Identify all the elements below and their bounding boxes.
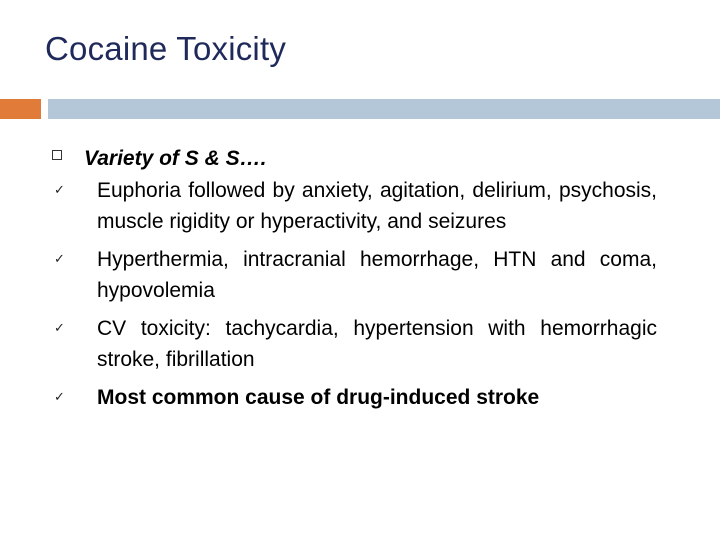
accent-bar-blue xyxy=(48,99,720,119)
square-bullet-icon xyxy=(52,150,62,160)
list-item xyxy=(0,175,720,237)
checkmark-icon: ✓ xyxy=(54,390,65,405)
accent-bar-orange xyxy=(0,99,41,119)
list-item xyxy=(0,382,720,413)
list-item-text: Most common cause of drug-induced stroke xyxy=(97,386,540,409)
list-item xyxy=(0,244,720,306)
bullet-heading: Variety of S & S…. xyxy=(84,147,267,170)
bullet-list xyxy=(0,146,720,413)
list-item-text: CV toxicity: tachycardia, hypertension with hemorrhagic stroke, fibrillation xyxy=(97,317,657,371)
list-item-text: Euphoria followed by anxiety, agitation, delirium, psychosis, muscle rigidity or hyperactivity, and seizures xyxy=(97,179,657,233)
list-item-text: Hyperthermia, intracranial hemorrhage, HTN and coma, hypovolemia xyxy=(97,248,657,302)
checkmark-icon: ✓ xyxy=(54,183,65,198)
slide-title: Cocaine Toxicity xyxy=(45,30,287,67)
checkmark-icon: ✓ xyxy=(54,321,65,336)
bullet-heading-row xyxy=(0,146,720,175)
list-item xyxy=(0,313,720,375)
checkmark-icon: ✓ xyxy=(54,252,65,267)
